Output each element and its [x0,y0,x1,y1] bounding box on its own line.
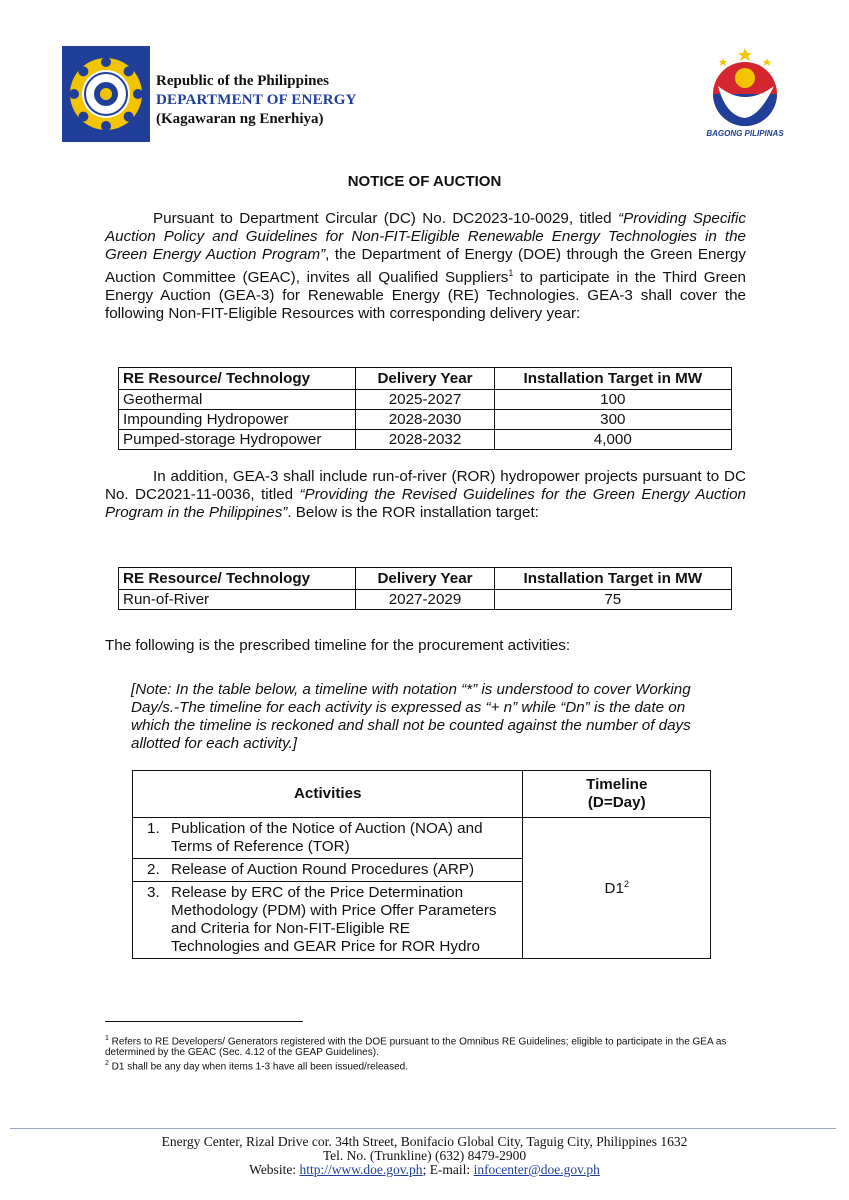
cell-installation-target: 300 [494,410,731,430]
cell-technology: Run-of-River [119,590,356,610]
header-technology: RE Resource/ Technology [119,568,356,590]
activity-cell [133,859,523,882]
footnote-divider [105,1021,303,1022]
footer-tel: Tel. No. (Trunkline) (632) 8479-2900 [322,1148,527,1163]
activity-text: Release by ERC of the Price Determination Methodology (PDM) with Price Offer Parameters and Criteria for Non-FIT-Eligible RE Technologies and GEAR Price for ROR Hydro [171,884,497,955]
activity-cell [133,882,523,959]
cell-delivery-year: 2028-2030 [356,410,494,430]
activity-cell [133,818,523,859]
header-activities: Activities [133,771,523,818]
ror-table [118,567,732,610]
ror-dc-title-italic: “Providing the Revised Guidelines for the Green Energy Auction Program in the Philippines” [105,486,746,521]
footnote-ref-2: 2 [623,878,629,889]
header-delivery-year: Delivery Year [356,368,494,390]
table-row [119,590,732,610]
header-timeline-label: Timeline (D=Day) [586,776,648,811]
dc-title-italic: “Providing Specific Auction Policy and Guidelines for Non-FIT-Eligible Renewable Energy Technologies in the Green Energy Auction Program” [105,210,746,263]
activity-number: 1. [147,820,160,837]
resources-table [118,367,732,450]
cell-technology: Impounding Hydropower [119,410,356,430]
page-title: NOTICE OF AUCTION [347,173,502,190]
intro-paragraph [105,210,746,323]
ror-paragraph [105,468,746,522]
footer-divider [10,1128,836,1129]
footnote-1-text: Refers to RE Developers/ Generators registered with the DOE pursuant to the Omnibus RE Guidelines; eligible to participate in the GEA as determined by the GEAC (Sec. 4.12 of the GEAP Guidelines). [105,1036,727,1059]
activity-number: 2. [147,861,160,878]
cell-delivery-year: 2028-2032 [356,430,494,450]
doe-seal-icon [62,46,150,142]
footnotes [105,1033,755,1073]
timeline-note: [Note: In the table below, a timeline with notation “*” is understood to cover Working Day/s.-The timeline for each activity is expressed as “+ n” while “Dn” is the date on which the timeline is reckoned and shall not be counted against the number of days allotted for each activity.] [131,681,691,752]
cell-delivery-year: 2025-2027 [356,390,494,410]
email-label: ; E-mail: [422,1162,474,1177]
footnote-2-text: D1 shall be any day when items 1-3 have all been issued/released. [108,1061,408,1073]
cell-installation-target: 100 [494,390,731,410]
table-row [133,818,711,859]
activity-text: Release of Auction Round Procedures (ARP) [171,861,475,878]
table-header-row [119,368,732,390]
timeline-cell [523,818,711,959]
header-installation-target: Installation Target in MW [494,368,731,390]
cell-technology: Pumped-storage Hydropower [119,430,356,450]
table-row [119,410,732,430]
header-installation-target: Installation Target in MW [494,568,731,590]
bagong-pilipinas-caption: BAGONG PILIPINAS [706,129,784,138]
website-label: Website: [249,1162,300,1177]
cell-technology: Geothermal [119,390,356,410]
footer-address-block [0,1135,849,1177]
department-label: DEPARTMENT OF ENERGY [156,92,357,108]
email-link[interactable]: infocenter@doe.gov.ph [473,1162,600,1177]
republic-label: Republic of the Philippines [156,73,329,89]
tagalog-label: (Kagawaran ng Enerhiya) [156,111,324,127]
table-row [119,390,732,410]
header-technology: RE Resource/ Technology [119,368,356,390]
intro-text-3: to participate in the Third Green Energy Auction (GEA-3) for Renewable Energy (RE) Technologies. GEA-3 shall cover the following Non-FIT-Eligible Resources with corresponding delivery year: [105,269,747,323]
header-delivery-year: Delivery Year [356,568,494,590]
ror-text-2: . Below is the ROR installation target: [287,504,539,521]
footnote-ref-1: 1 [508,268,514,278]
footnote-1-marker: 1 [105,1035,109,1042]
footnote-1 [105,1033,755,1058]
ror-text: In addition, GEA-3 shall include run-of-river (ROR) hydropower projects pursuant to DC No. DC2021-11-0036, titled [105,468,746,503]
cell-installation-target: 75 [494,590,731,610]
intro-text-2: , the Department of Energy (DOE) through the Green Energy Auction Committee (GEAC), invites all Qualified Suppliers [105,246,746,287]
cell-delivery-year: 2027-2029 [356,590,494,610]
website-link[interactable]: http://www.doe.gov.ph [299,1162,423,1177]
table-header-row [133,771,711,818]
activity-text: Publication of the Notice of Auction (NOA) and Terms of Reference (TOR) [171,820,483,855]
intro-text: Pursuant to Department Circular (DC) No. DC2023-10-0029, titled [153,210,619,227]
header-timeline [523,771,711,818]
cell-installation-target: 4,000 [494,430,731,450]
footer-address: Energy Center, Rizal Drive cor. 34th Street, Bonifacio Global City, Taguig City, Philippines 1632 [161,1134,688,1149]
timeline-intro: The following is the prescribed timeline for the procurement activities: [105,637,571,654]
table-header-row [119,568,732,590]
agency-block [156,72,357,129]
footnote-2 [105,1058,755,1072]
footer-contacts [0,1163,849,1177]
timeline-table [132,770,711,959]
timeline-value: D1 [604,880,624,898]
activity-number: 3. [147,884,160,901]
footnote-2-marker: 2 [105,1060,109,1068]
table-row [119,430,732,450]
